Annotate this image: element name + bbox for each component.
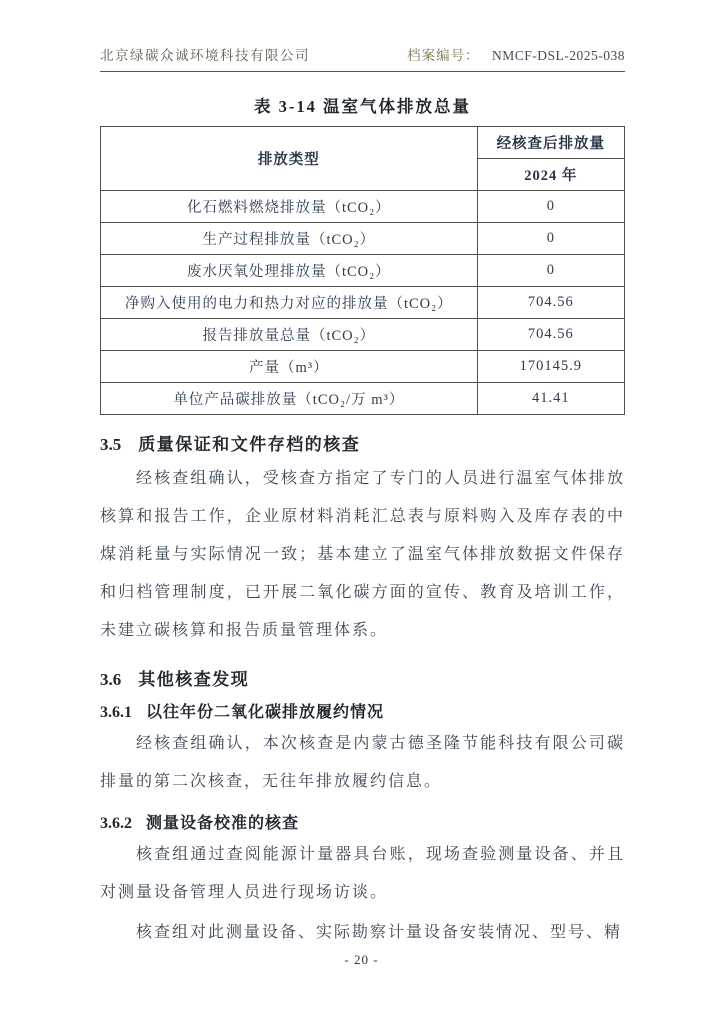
table-row	[101, 351, 625, 383]
paragraph: 经核查组确认，本次核查是内蒙古德圣隆节能科技有限公司碳排量的第二次核查，无往年排放履约信息。	[100, 735, 625, 790]
section-heading-3-6-1	[100, 699, 625, 722]
emission-type-cell: 报告排放量总量（tCO₂）	[101, 319, 478, 351]
company-name: 北京绿碳众诚环境科技有限公司	[100, 48, 310, 63]
file-number-label: 档案编号：	[407, 48, 480, 63]
document-header	[100, 44, 625, 72]
emission-value-cell: 0	[477, 223, 624, 255]
emission-type-cell: 净购入使用的电力和热力对应的排放量（tCO₂）	[101, 287, 478, 319]
section-title: 质量保证和文件存档的核查	[138, 435, 361, 454]
section-title: 其他核查发现	[138, 670, 250, 689]
table-row	[101, 319, 625, 351]
col-header-emission-type: 排放类型	[101, 127, 478, 191]
table-row	[101, 191, 625, 223]
emission-type-cell: 产量（m³）	[101, 351, 478, 383]
emission-type-cell: 化石燃料燃烧排放量（tCO₂）	[101, 191, 478, 223]
section-number: 3.6.2	[100, 815, 132, 832]
section-title: 以往年份二氧化碳排放履约情况	[146, 704, 385, 721]
emission-value-cell: 0	[477, 255, 624, 287]
emission-value-cell: 170145.9	[477, 351, 624, 383]
table-title: 表 3-14 温室气体排放总量	[254, 97, 471, 116]
table-row	[101, 287, 625, 319]
section-heading-3-6-2	[100, 810, 625, 833]
emission-value-cell: 41.41	[477, 383, 624, 415]
section-heading-3-5	[100, 430, 625, 455]
emission-value-cell: 704.56	[477, 319, 624, 351]
paragraph: 核查组通过查阅能源计量器具台账，现场查验测量设备、并且对测量设备管理人员进行现场访谈。	[100, 846, 625, 901]
emission-type-cell: 单位产品碳排放量（tCO₂/万 m³）	[101, 383, 478, 415]
section-number: 3.6.1	[100, 704, 132, 721]
table-row	[101, 223, 625, 255]
section-heading-3-6	[100, 665, 625, 690]
section-number: 3.6	[100, 670, 122, 689]
emission-type-cell: 生产过程排放量（tCO₂）	[101, 223, 478, 255]
page-number: - 20 -	[344, 952, 379, 967]
table-header-row	[101, 127, 625, 159]
paragraph: 经核查组确认，受核查方指定了专门的人员进行温室气体排放核算和报告工作，企业原材料消耗汇总表与原料购入及库存表的中煤消耗量与实际情况一致；基本建立了温室气体排放数据文件保存和归档管理制度，已开展二氧化碳方面的宣传、教育及培训工作，未建立碳核算和报告质量管理体系。	[100, 470, 625, 639]
section-title: 测量设备校准的核查	[146, 815, 300, 832]
file-number	[407, 44, 625, 64]
table-row	[101, 383, 625, 415]
file-number-value: NMCF-DSL-2025-038	[491, 48, 625, 63]
emission-value-cell: 704.56	[477, 287, 624, 319]
emissions-table	[100, 126, 625, 415]
table-row	[101, 255, 625, 287]
section-number: 3.5	[100, 435, 122, 454]
emission-type-cell: 废水厌氧处理排放量（tCO₂）	[101, 255, 478, 287]
col-header-verified-emissions: 经核查后排放量	[477, 127, 624, 159]
emission-value-cell: 0	[477, 191, 624, 223]
col-subheader-year: 2024 年	[477, 159, 624, 191]
paragraph: 核查组对此测量设备、实际勘察计量设备安装情况、型号、精	[136, 924, 623, 941]
